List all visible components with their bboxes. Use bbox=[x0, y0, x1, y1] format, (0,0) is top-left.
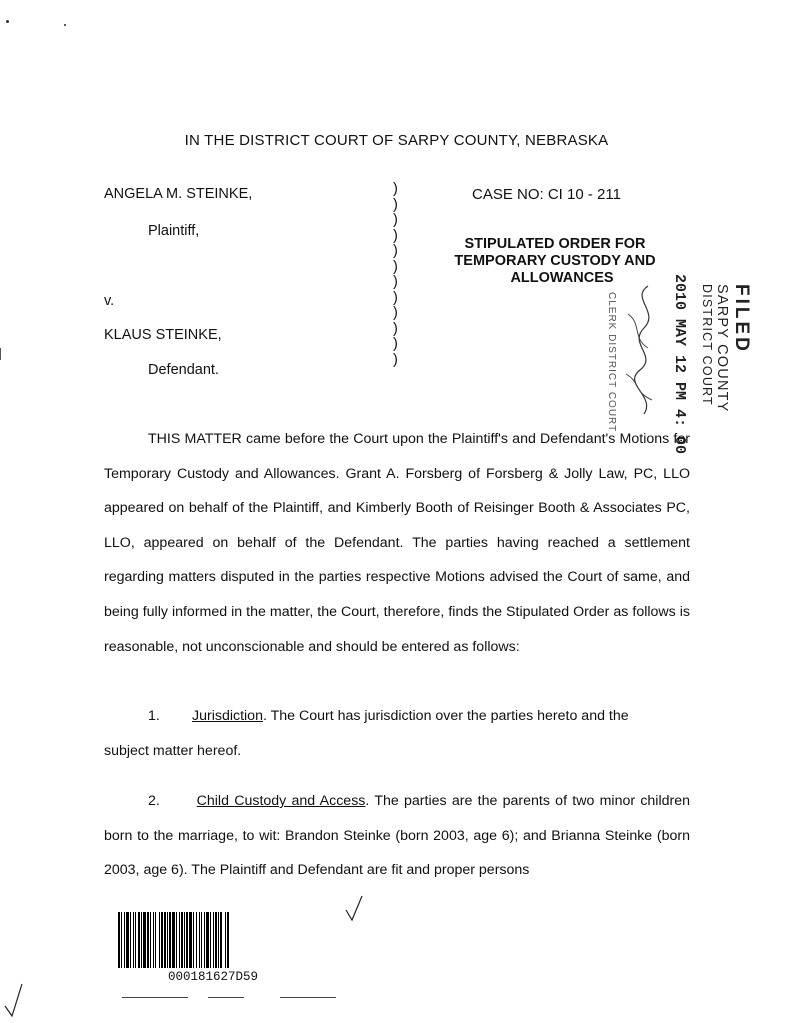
stamp-court: DISTRICT COURT bbox=[700, 284, 714, 406]
scan-mark bbox=[0, 348, 1, 360]
intro-paragraph bbox=[104, 422, 690, 664]
filing-stamp bbox=[602, 272, 752, 455]
item1-line bbox=[192, 708, 629, 724]
defendant-role: Defendant. bbox=[148, 362, 219, 378]
item2-text: . The parties are the parents of two minor children born to the marriage, to wit: Brandon Steinke (born 2003, age 6); and Brianna Steinke (born 2003, age 6). The Plaintiff and Defendant are fit and proper persons bbox=[104, 793, 691, 879]
order-title-line3: ALLOWANCES bbox=[510, 270, 614, 286]
barcode-bar bbox=[229, 912, 230, 968]
order-title-line1: STIPULATED ORDER FOR bbox=[464, 236, 646, 252]
stamp-date: 2010 MAY 12 PM 4: 00 bbox=[671, 274, 688, 455]
check-mark bbox=[340, 892, 370, 926]
court-title: IN THE DISTRICT COURT OF SARPY COUNTY, NEBRASKA bbox=[184, 132, 609, 149]
versus: v. bbox=[104, 293, 115, 309]
item1-continued: subject matter hereof. bbox=[104, 743, 242, 759]
plaintiff-role: Plaintiff, bbox=[148, 223, 200, 239]
footer-rule-3 bbox=[280, 997, 336, 998]
barcode-number: 000181627D59 bbox=[167, 970, 258, 984]
item1-number: 1. bbox=[148, 708, 160, 724]
caption-parens: ) ) ) ) ) ) ) ) ) ) ) ) bbox=[393, 181, 398, 368]
scan-speck bbox=[64, 24, 66, 26]
margin-check-mark bbox=[0, 980, 30, 1020]
order-title-line2: TEMPORARY CUSTODY AND bbox=[454, 253, 656, 269]
item1-text: . The Court has jurisdiction over the parties hereto and the bbox=[262, 708, 629, 724]
item1-heading: Jurisdiction bbox=[192, 708, 263, 724]
case-number: CASE NO: CI 10 - 211 bbox=[472, 186, 621, 203]
footer-rule-2 bbox=[208, 997, 244, 998]
stamp-county: SARPY COUNTY bbox=[714, 284, 730, 413]
intro-text: THIS MATTER came before the Court upon the Plaintiff's and Defendant's Motions for Temporary Custody and Allowances. Grant A. Forsberg of Forsberg & Jolly Law, PC, LLO appeared on behalf of the Plaintiff, and Kimberly Booth of Reisinger Booth & Associates PC, LLO, appeared on behalf of the Defendant. The parties having reached a settlement regarding matters disputed in the parties respective Motions advised the Court of same, and being fully informed in the matter, the Court, therefore, finds the Stipulated Order as follows is reasonable, not unconscionable and should be entered as follows: bbox=[104, 431, 690, 655]
item2-number: 2. bbox=[148, 793, 160, 809]
barcode bbox=[118, 912, 308, 968]
stamp-clerk: CLERK DISTRICT COURT bbox=[606, 292, 617, 433]
footer-rule-1 bbox=[122, 997, 188, 998]
stamp-filed: FILED bbox=[731, 284, 752, 354]
clerk-signature bbox=[618, 278, 676, 420]
scan-speck bbox=[6, 20, 9, 23]
defendant-name: KLAUS STEINKE, bbox=[104, 327, 222, 343]
item2-heading: Child Custody and Access bbox=[196, 793, 366, 809]
item2-paragraph bbox=[104, 784, 690, 888]
plaintiff-name: ANGELA M. STEINKE, bbox=[104, 186, 253, 202]
item2-line bbox=[104, 784, 690, 888]
